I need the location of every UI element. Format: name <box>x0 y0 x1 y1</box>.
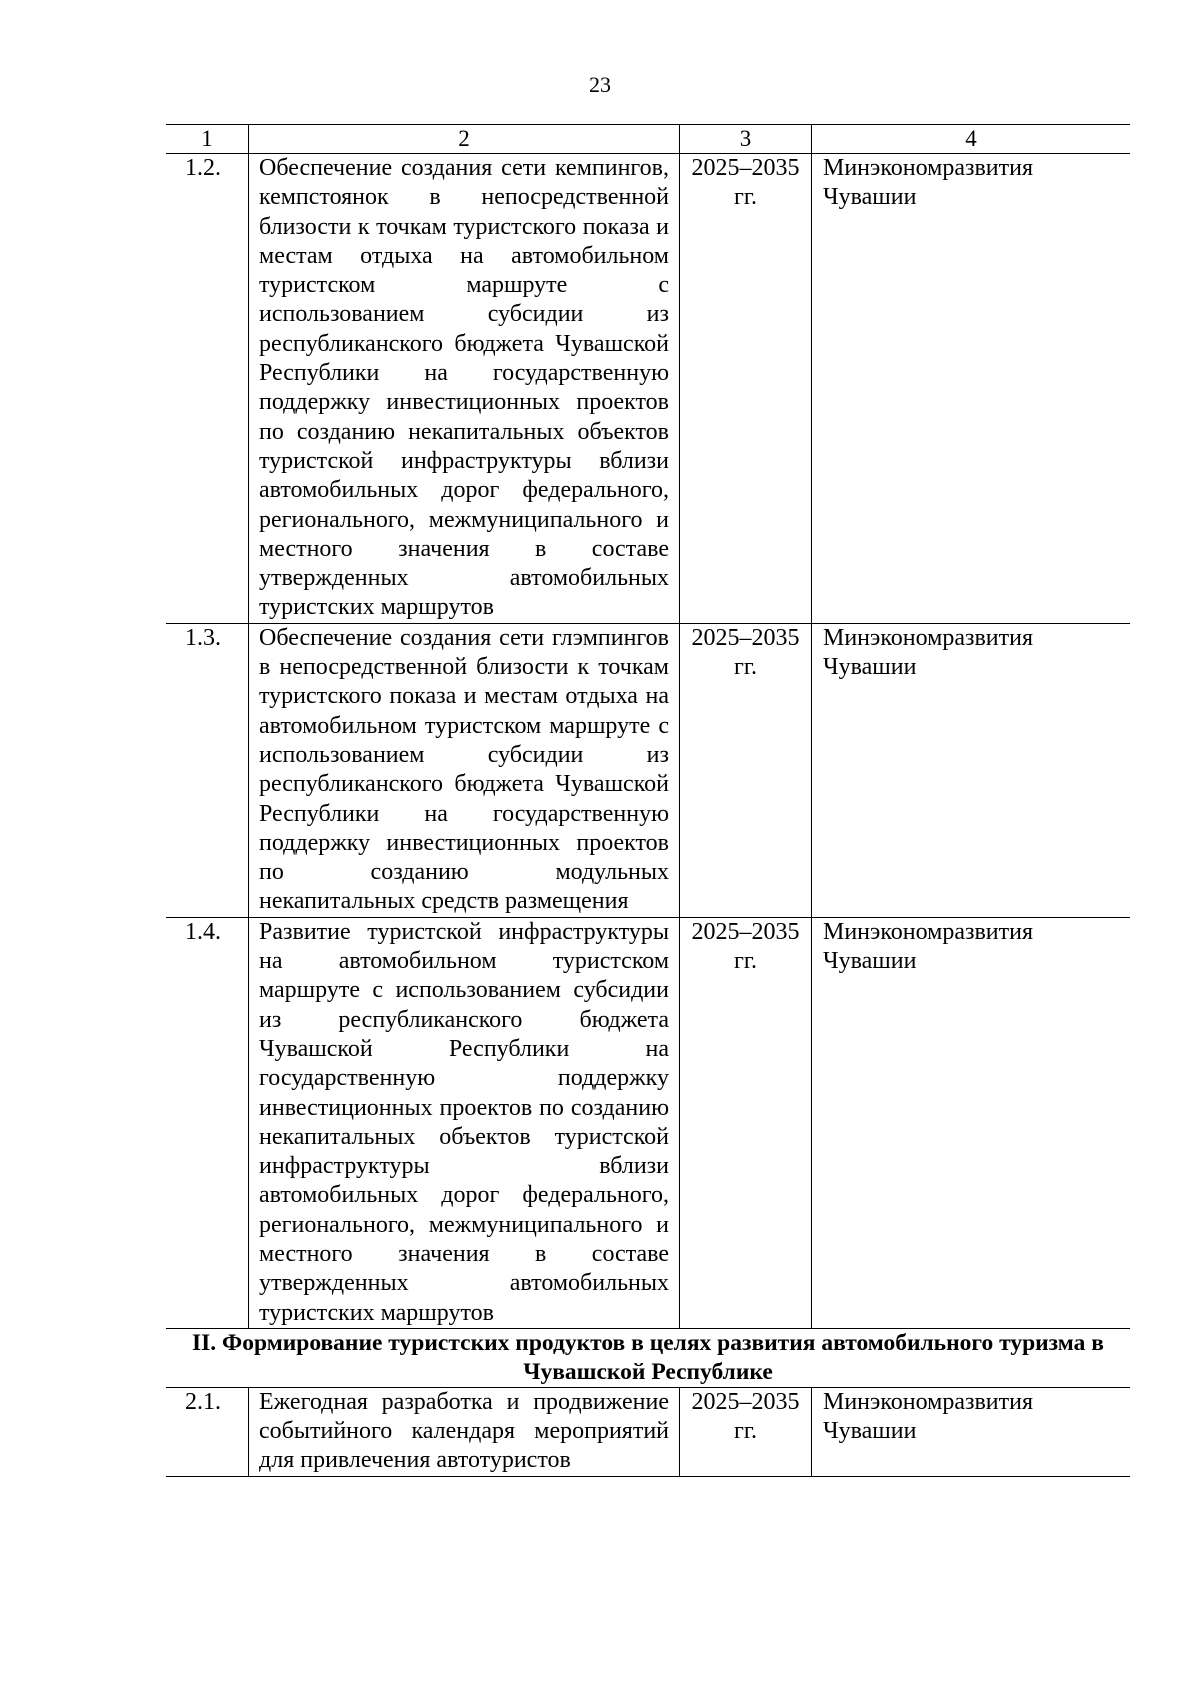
column-header-2: 2 <box>249 125 680 154</box>
implementation-term: 2025–2035 гг. <box>691 1388 800 1445</box>
row-number: 1.3. <box>185 624 221 651</box>
table-header-row <box>166 125 1130 154</box>
implementation-term: 2025–2035 гг. <box>691 155 800 211</box>
row-number: 1.2. <box>185 155 221 181</box>
measures-table <box>166 124 1130 1477</box>
implementation-term: 2025–2035 гг. <box>691 918 800 975</box>
column-header-4: 4 <box>812 125 1131 154</box>
page-number: 23 <box>589 72 611 97</box>
table-row <box>166 917 1130 1328</box>
responsible-executor: Минэкономразвития Чувашии <box>823 155 1034 211</box>
measure-description: Обеспечение создания сети кемпингов, кемпстоянок в непосредственной близости к точкам туристского показа и местам отдыха на автомобильном туристском маршруте с использованием субсидии из республиканского бюджета Чувашской Республики на государственную поддержку инвестиционных проектов по созданию некапитальных объектов туристской инфраструктуры вблизи автомобильных дорог федерального, регионального, межмуниципального и местного значения в составе утвержденных автомобильных туристских маршрутов <box>259 155 669 621</box>
responsible-executor: Минэкономразвития Чувашии <box>823 1388 1034 1445</box>
table-row <box>166 623 1130 917</box>
column-header-1: 1 <box>166 125 249 154</box>
table-row <box>166 154 1130 624</box>
row-number: 1.4. <box>185 918 221 945</box>
measure-description: Развитие туристской инфраструктуры на автомобильном туристском маршруте с использованием субсидии из республиканского бюджета Чувашской Республики на государственную поддержку инвестиционных проектов по созданию некапитальных объектов туристской инфраструктуры вблизи автомобильных дорог федерального, регионального, межмуниципального и местного значения в составе утвержденных автомобильных туристских маршрутов <box>259 918 669 1326</box>
table-row <box>166 1387 1130 1476</box>
responsible-executor: Минэкономразвития Чувашии <box>823 918 1034 975</box>
section-heading-row <box>166 1328 1130 1387</box>
section-heading: II. Формирование туристских продуктов в целях развития автомобильного туризма в Чувашской Республике <box>166 1328 1130 1387</box>
implementation-term: 2025–2035 гг. <box>691 624 800 681</box>
measure-description: Ежегодная разработка и продвижение событийного календаря мероприятий для привлечения автотуристов <box>259 1388 669 1474</box>
column-header-3: 3 <box>680 125 812 154</box>
responsible-executor: Минэкономразвития Чувашии <box>823 624 1034 681</box>
measure-description: Обеспечение создания сети глэмпингов в непосредственной близости к точкам туристского показа и местам отдыха на автомобильном туристском маршруте с использованием субсидии из республиканского бюджета Чувашской Республики на государственную поддержку инвестиционных проектов по созданию модульных некапитальных средств размещения <box>259 624 669 915</box>
row-number: 2.1. <box>185 1388 221 1415</box>
